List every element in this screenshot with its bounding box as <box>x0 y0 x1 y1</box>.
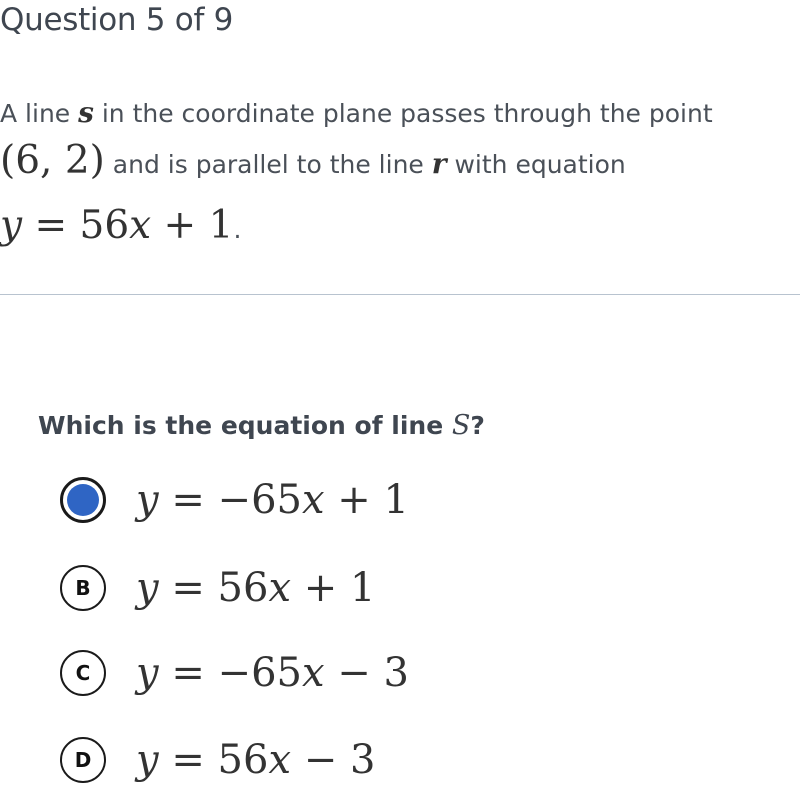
choice-letter-badge[interactable] <box>60 650 106 696</box>
eq-mid: = 56 <box>158 737 269 783</box>
selected-radio-icon[interactable] <box>60 477 106 523</box>
prompt-line-3 <box>0 203 241 248</box>
answer-choice-c[interactable] <box>60 643 409 703</box>
eq-mid: = −65 <box>158 477 302 523</box>
choice-letter: D <box>74 748 92 772</box>
line-r-variable: r <box>431 147 447 180</box>
prompt-text: A line <box>0 99 79 128</box>
eq-end: − 3 <box>291 737 376 783</box>
eq-end: − 3 <box>324 650 409 696</box>
line-s-variable: s <box>78 96 94 129</box>
eq-end: + 1 <box>324 477 409 523</box>
eq-x: x <box>129 203 152 248</box>
choice-equation <box>136 565 375 611</box>
prompt-line-1 <box>0 96 713 129</box>
line-r-equation <box>0 203 233 248</box>
answer-choice-d[interactable] <box>60 730 375 790</box>
choice-equation <box>136 477 409 523</box>
eq-x: x <box>268 737 292 783</box>
choice-letter-badge[interactable] <box>60 565 106 611</box>
answer-choice-b[interactable] <box>60 558 375 618</box>
choice-letter: C <box>75 661 91 685</box>
question-label: Which is the equation of line <box>38 411 452 440</box>
prompt-text: in the coordinate plane passes through the point <box>93 99 713 128</box>
eq-y: y <box>0 203 23 248</box>
eq-mid: = −65 <box>158 650 302 696</box>
eq-x: x <box>268 565 292 611</box>
line-s-variable: S <box>451 410 471 441</box>
period: . <box>233 215 242 244</box>
question-mark: ? <box>470 411 485 440</box>
eq-x: x <box>301 650 325 696</box>
choice-equation <box>136 737 375 783</box>
eq-y: y <box>136 565 159 611</box>
choice-letter: B <box>75 576 91 600</box>
answer-choice-a[interactable] <box>60 470 409 530</box>
choice-equation <box>136 650 409 696</box>
prompt-line-2 <box>0 138 626 183</box>
eq-mid: = 56 <box>22 203 130 248</box>
question-counter: Question 5 of 9 <box>0 2 234 38</box>
eq-y: y <box>136 737 159 783</box>
choice-letter-badge[interactable] <box>60 737 106 783</box>
prompt-text: with equation <box>446 150 626 179</box>
eq-x: x <box>301 477 325 523</box>
divider <box>0 294 800 295</box>
prompt-text: and is parallel to the line <box>104 150 432 179</box>
selected-dot-icon <box>67 484 99 516</box>
eq-mid: = 56 <box>158 565 269 611</box>
eq-end: + 1 <box>291 565 376 611</box>
eq-end: + 1 <box>151 203 234 248</box>
eq-y: y <box>136 477 159 523</box>
question-text <box>38 410 485 441</box>
point-coordinates: (6, 2) <box>0 138 105 183</box>
eq-y: y <box>136 650 159 696</box>
